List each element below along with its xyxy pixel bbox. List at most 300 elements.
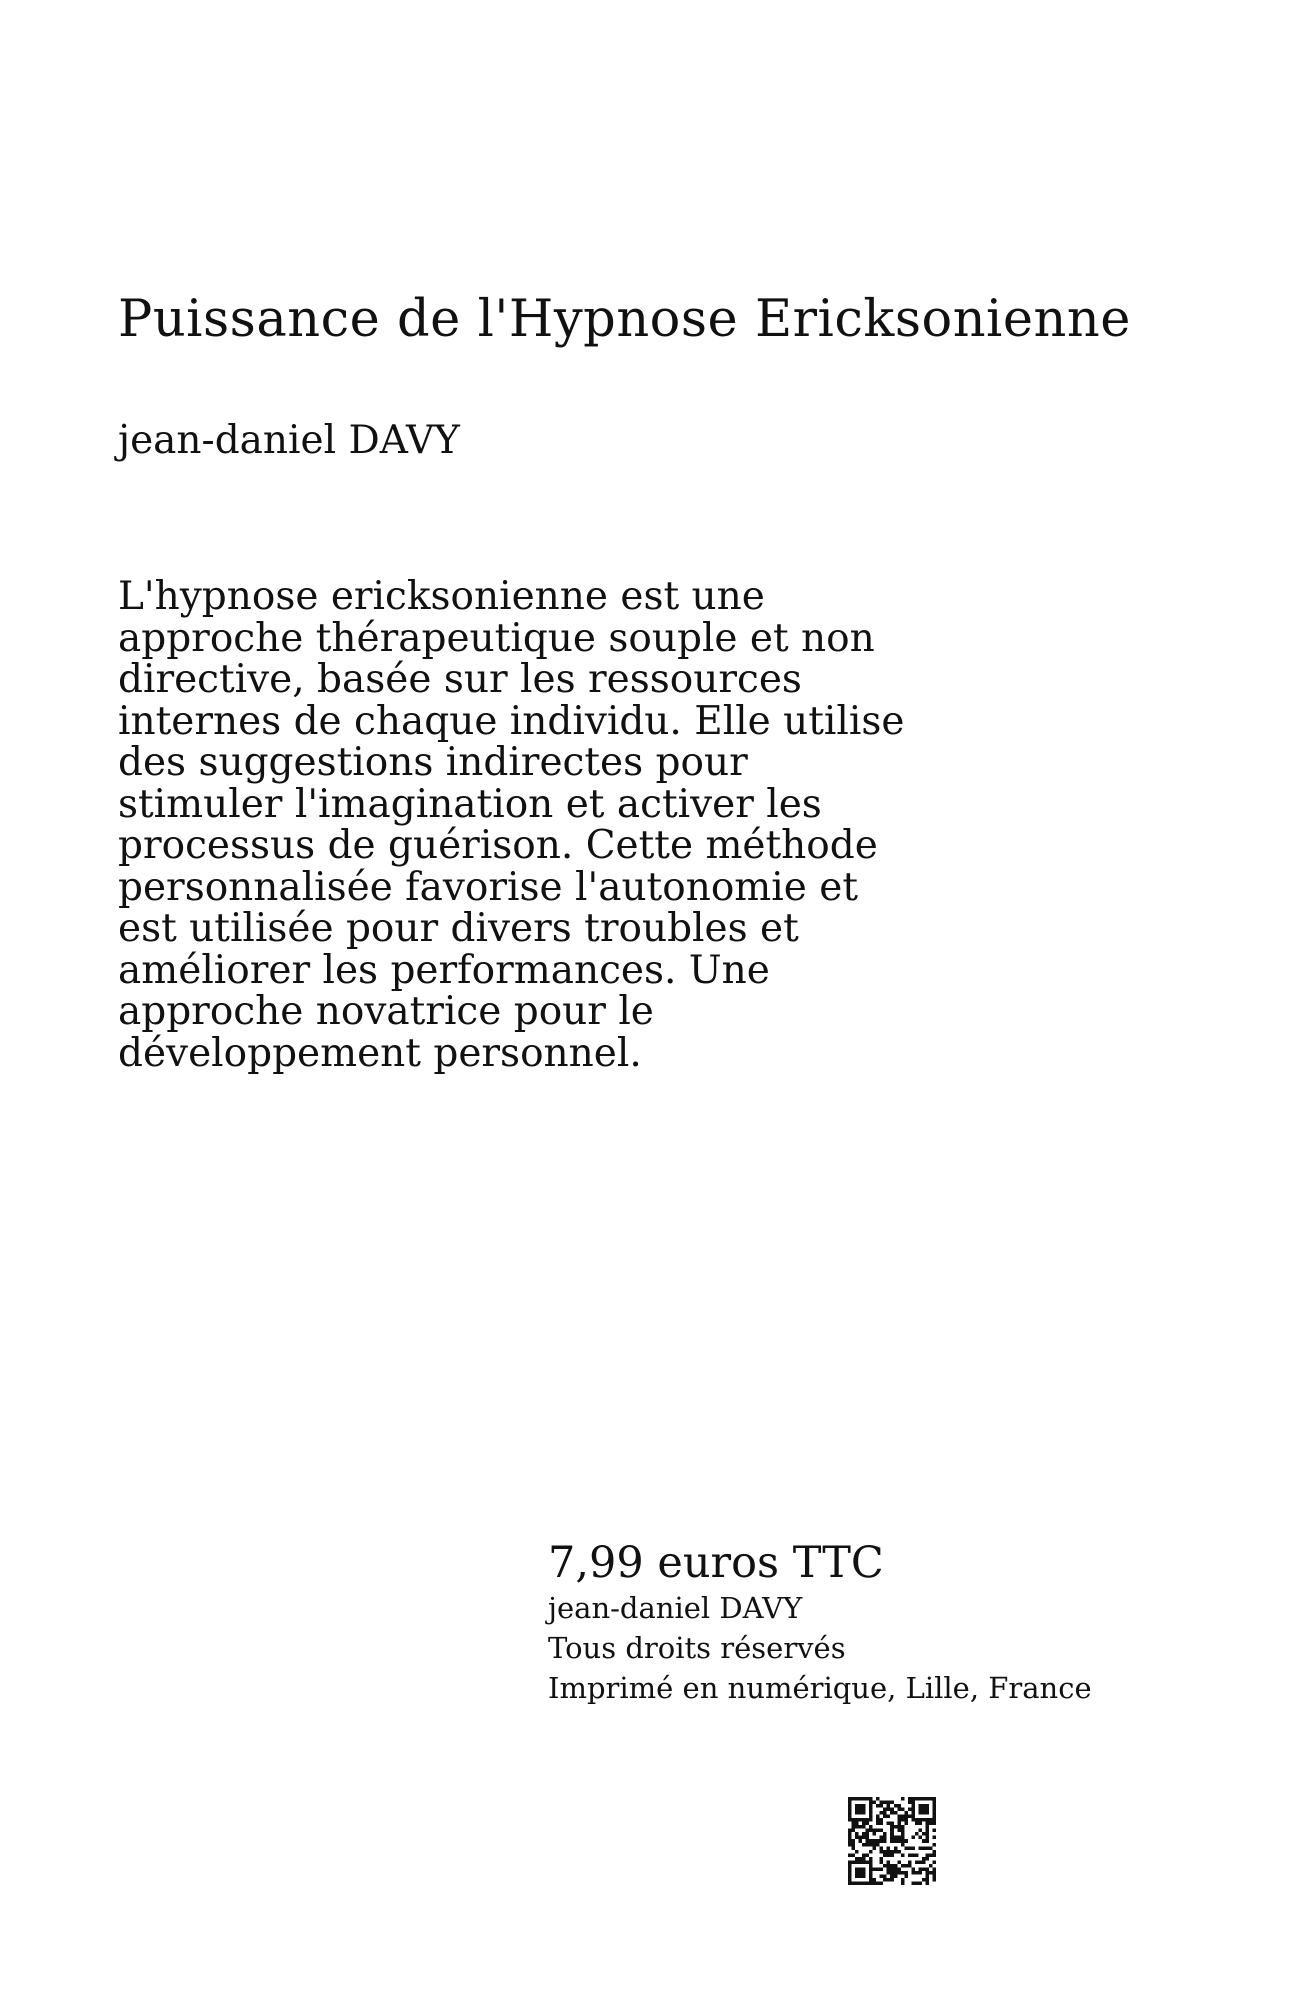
qr-module — [880, 1850, 884, 1854]
qr-module — [848, 1815, 852, 1819]
qr-module — [848, 1878, 852, 1882]
qr-module — [894, 1846, 898, 1850]
qr-module — [901, 1829, 905, 1833]
qr-module — [883, 1811, 887, 1815]
qr-module — [880, 1829, 884, 1833]
qr-module — [932, 1811, 936, 1815]
qr-module — [855, 1797, 859, 1801]
qr-module — [852, 1822, 856, 1826]
qr-module — [887, 1850, 891, 1854]
qr-module — [908, 1801, 912, 1805]
qr-module — [869, 1871, 873, 1875]
qr-module — [901, 1843, 905, 1847]
qr-module — [880, 1811, 884, 1815]
qr-module — [876, 1881, 880, 1885]
qr-module — [852, 1853, 856, 1857]
qr-module — [859, 1825, 863, 1829]
qr-module — [862, 1825, 866, 1829]
qr-module — [848, 1832, 852, 1836]
qr-module — [876, 1839, 880, 1843]
qr-module — [918, 1829, 922, 1833]
qr-module — [859, 1839, 863, 1843]
qr-module — [918, 1881, 922, 1885]
qr-module — [862, 1836, 866, 1840]
qr-module — [922, 1804, 926, 1808]
qr-module — [929, 1871, 933, 1875]
qr-module — [855, 1860, 859, 1864]
qr-module — [869, 1867, 873, 1871]
qr-module — [894, 1867, 898, 1871]
qr-module — [859, 1874, 863, 1878]
qr-module — [887, 1853, 891, 1857]
summary-line: personnalisée favorise l'autonomie et — [118, 864, 858, 910]
qr-module — [897, 1860, 901, 1864]
qr-module — [859, 1811, 863, 1815]
qr-module — [873, 1839, 877, 1843]
qr-module — [855, 1804, 859, 1808]
qr-module — [883, 1815, 887, 1819]
qr-module — [904, 1846, 908, 1850]
qr-module — [873, 1832, 877, 1836]
qr-module — [904, 1864, 908, 1868]
qr-module — [855, 1822, 859, 1826]
qr-module — [897, 1829, 901, 1833]
qr-module — [901, 1808, 905, 1812]
qr-module — [869, 1864, 873, 1868]
qr-module — [932, 1871, 936, 1875]
qr-module — [887, 1878, 891, 1882]
qr-module — [873, 1878, 877, 1882]
qr-module — [915, 1818, 919, 1822]
qr-module — [855, 1808, 859, 1812]
qr-module — [904, 1839, 908, 1843]
qr-module — [932, 1804, 936, 1808]
qr-module — [897, 1825, 901, 1829]
qr-module — [897, 1839, 901, 1843]
qr-module — [890, 1801, 894, 1805]
qr-module — [848, 1843, 852, 1847]
qr-module — [925, 1804, 929, 1808]
qr-module — [880, 1860, 884, 1864]
qr-module — [932, 1878, 936, 1882]
qr-module — [855, 1867, 859, 1871]
qr-module — [911, 1871, 915, 1875]
qr-module — [852, 1881, 856, 1885]
qr-module — [848, 1839, 852, 1843]
qr-module — [855, 1871, 859, 1875]
qr-module — [869, 1839, 873, 1843]
qr-module — [869, 1860, 873, 1864]
summary-line: internes de chaque individu. Elle utilise — [118, 698, 905, 744]
qr-module — [911, 1801, 915, 1805]
qr-module — [925, 1871, 929, 1875]
qr-module — [932, 1818, 936, 1822]
qr-module — [887, 1804, 891, 1808]
qr-module — [859, 1808, 863, 1812]
qr-module — [918, 1822, 922, 1826]
qr-module — [887, 1871, 891, 1875]
qr-module — [890, 1829, 894, 1833]
qr-module — [848, 1797, 852, 1801]
qr-module — [932, 1850, 936, 1854]
qr-module — [915, 1860, 919, 1864]
qr-module — [876, 1843, 880, 1847]
qr-module — [855, 1811, 859, 1815]
qr-module — [922, 1839, 926, 1843]
qr-module — [922, 1808, 926, 1812]
summary-line: améliorer les performances. Une — [118, 947, 770, 993]
qr-module — [890, 1864, 894, 1868]
qr-module — [862, 1808, 866, 1812]
qr-module — [925, 1825, 929, 1829]
qr-module — [925, 1808, 929, 1812]
qr-module — [855, 1857, 859, 1861]
qr-module — [897, 1822, 901, 1826]
qr-module — [848, 1801, 852, 1805]
qr-module — [859, 1867, 863, 1871]
qr-module — [869, 1874, 873, 1878]
qr-module — [904, 1818, 908, 1822]
qr-module — [925, 1829, 929, 1833]
qr-module — [911, 1853, 915, 1857]
summary-line: processus de guérison. Cette méthode — [118, 823, 878, 868]
qr-module — [876, 1829, 880, 1833]
qr-module — [873, 1881, 877, 1885]
qr-module — [925, 1853, 929, 1857]
qr-module — [862, 1871, 866, 1875]
qr-module — [848, 1867, 852, 1871]
qr-module — [897, 1808, 901, 1812]
qr-module — [932, 1867, 936, 1871]
qr-module — [908, 1864, 912, 1868]
qr-module — [887, 1860, 891, 1864]
qr-module — [915, 1797, 919, 1801]
qr-module — [897, 1850, 901, 1854]
qr-module — [848, 1853, 852, 1857]
qr-module — [880, 1881, 884, 1885]
qr-module — [869, 1850, 873, 1854]
qr-module — [869, 1797, 873, 1801]
qr-module — [866, 1818, 870, 1822]
qr-module — [915, 1832, 919, 1836]
qr-module — [869, 1829, 873, 1833]
qr-module — [911, 1818, 915, 1822]
qr-module — [869, 1804, 873, 1808]
qr-module — [866, 1843, 870, 1847]
qr-module — [887, 1801, 891, 1805]
imprint-block — [548, 1538, 1188, 1708]
qr-module — [862, 1811, 866, 1815]
qr-module — [876, 1818, 880, 1822]
qr-module — [929, 1818, 933, 1822]
qr-module — [873, 1846, 877, 1850]
qr-module — [855, 1874, 859, 1878]
summary-line: approche novatrice pour le — [118, 989, 654, 1034]
qr-module — [918, 1846, 922, 1850]
qr-module — [922, 1818, 926, 1822]
qr-module — [848, 1860, 852, 1864]
qr-module — [911, 1867, 915, 1871]
qr-module — [862, 1857, 866, 1861]
qr-module — [925, 1836, 929, 1840]
qr-module — [848, 1808, 852, 1812]
printing-notice: Imprimé en numérique, Lille, France — [548, 1671, 1092, 1705]
qr-module — [883, 1808, 887, 1812]
qr-module — [911, 1881, 915, 1885]
qr-module — [883, 1801, 887, 1805]
qr-module — [897, 1804, 901, 1808]
qr-module — [852, 1843, 856, 1847]
qr-module — [890, 1825, 894, 1829]
qr-module — [880, 1846, 884, 1850]
qr-module — [880, 1836, 884, 1840]
qr-module — [922, 1846, 926, 1850]
qr-module — [887, 1846, 891, 1850]
qr-module — [890, 1853, 894, 1857]
qr-module — [901, 1839, 905, 1843]
qr-module — [883, 1874, 887, 1878]
qr-module — [869, 1881, 873, 1885]
qr-module — [932, 1843, 936, 1847]
qr-module — [890, 1867, 894, 1871]
qr-module — [859, 1881, 863, 1885]
qr-module — [901, 1871, 905, 1875]
qr-module — [862, 1867, 866, 1871]
qr-module — [932, 1797, 936, 1801]
qr-module — [862, 1822, 866, 1826]
qr-module — [911, 1815, 915, 1819]
qr-module — [848, 1874, 852, 1878]
qr-module — [869, 1818, 873, 1822]
qr-module — [911, 1804, 915, 1808]
book-author: jean-daniel DAVY — [118, 418, 460, 463]
qr-module — [894, 1850, 898, 1854]
qr-module — [901, 1853, 905, 1857]
qr-module — [855, 1881, 859, 1885]
qr-module — [866, 1860, 870, 1864]
qr-module — [848, 1871, 852, 1875]
qr-module — [880, 1818, 884, 1822]
qr-module — [894, 1864, 898, 1868]
qr-module — [869, 1857, 873, 1861]
qr-code-icon — [848, 1797, 936, 1885]
qr-module — [922, 1811, 926, 1815]
qr-module — [880, 1804, 884, 1808]
qr-module — [883, 1850, 887, 1854]
qr-module — [904, 1811, 908, 1815]
qr-module — [918, 1818, 922, 1822]
qr-module — [918, 1808, 922, 1812]
qr-module — [876, 1867, 880, 1871]
qr-module — [866, 1822, 870, 1826]
qr-module — [901, 1818, 905, 1822]
qr-module — [855, 1832, 859, 1836]
qr-module — [894, 1839, 898, 1843]
book-title: Puissance de l'Hypnose Ericksonienne — [118, 290, 1131, 349]
qr-module — [901, 1836, 905, 1840]
qr-module — [901, 1797, 905, 1801]
qr-module — [925, 1832, 929, 1836]
qr-module — [894, 1836, 898, 1840]
qr-module — [904, 1874, 908, 1878]
qr-module — [862, 1860, 866, 1864]
qr-module — [866, 1836, 870, 1840]
qr-module — [866, 1829, 870, 1833]
qr-module — [848, 1804, 852, 1808]
qr-module — [852, 1818, 856, 1822]
qr-module — [925, 1839, 929, 1843]
qr-module — [887, 1864, 891, 1868]
qr-module — [862, 1832, 866, 1836]
qr-module — [918, 1811, 922, 1815]
qr-module — [925, 1818, 929, 1822]
qr-module — [852, 1846, 856, 1850]
qr-module — [922, 1832, 926, 1836]
qr-module — [890, 1871, 894, 1875]
qr-module — [911, 1811, 915, 1815]
qr-module — [890, 1850, 894, 1854]
qr-module — [862, 1853, 866, 1857]
qr-module — [859, 1818, 863, 1822]
qr-module — [866, 1853, 870, 1857]
qr-module — [894, 1825, 898, 1829]
summary-line: approche thérapeutique souple et non — [118, 615, 875, 661]
qr-module — [869, 1801, 873, 1805]
qr-module — [922, 1797, 926, 1801]
qr-module — [887, 1867, 891, 1871]
qr-code-graphic — [848, 1797, 936, 1885]
qr-module — [883, 1864, 887, 1868]
qr-module — [887, 1815, 891, 1819]
qr-module — [925, 1867, 929, 1871]
qr-module — [901, 1864, 905, 1868]
qr-module — [852, 1839, 856, 1843]
qr-module — [848, 1811, 852, 1815]
qr-module — [869, 1878, 873, 1882]
imprint-author: jean-daniel DAVY — [548, 1591, 803, 1625]
qr-module — [862, 1874, 866, 1878]
summary-line: L'hypnose ericksonienne est une — [118, 574, 765, 619]
qr-module — [862, 1881, 866, 1885]
qr-module — [925, 1797, 929, 1801]
qr-module — [932, 1808, 936, 1812]
rights-notice: Tous droits réservés — [548, 1631, 846, 1665]
qr-module — [852, 1825, 856, 1829]
qr-module — [894, 1871, 898, 1875]
qr-module — [901, 1815, 905, 1819]
qr-module — [848, 1864, 852, 1868]
qr-module — [922, 1857, 926, 1861]
qr-module — [880, 1857, 884, 1861]
qr-module — [932, 1829, 936, 1833]
qr-module — [929, 1822, 933, 1826]
qr-module — [929, 1846, 933, 1850]
qr-module — [925, 1878, 929, 1882]
qr-module — [932, 1822, 936, 1826]
qr-module — [890, 1836, 894, 1840]
qr-module — [883, 1839, 887, 1843]
qr-module — [869, 1825, 873, 1829]
qr-module — [855, 1818, 859, 1822]
qr-module — [894, 1811, 898, 1815]
qr-module — [925, 1846, 929, 1850]
qr-module — [859, 1836, 863, 1840]
qr-module — [887, 1808, 891, 1812]
qr-module — [925, 1822, 929, 1826]
qr-module — [897, 1818, 901, 1822]
qr-module — [876, 1804, 880, 1808]
qr-module — [911, 1836, 915, 1840]
price-label: 7,99 euros TTC — [548, 1538, 884, 1588]
qr-module — [932, 1874, 936, 1878]
qr-module — [908, 1797, 912, 1801]
qr-module — [883, 1878, 887, 1882]
qr-module — [918, 1804, 922, 1808]
qr-module — [859, 1860, 863, 1864]
qr-module — [901, 1881, 905, 1885]
qr-module — [918, 1867, 922, 1871]
qr-module — [866, 1839, 870, 1843]
summary-line: directive, basée sur les ressources — [118, 657, 802, 702]
qr-module — [908, 1853, 912, 1857]
qr-module — [873, 1867, 877, 1871]
qr-module — [897, 1867, 901, 1871]
qr-module — [901, 1832, 905, 1836]
qr-module — [929, 1853, 933, 1857]
qr-module — [852, 1797, 856, 1801]
qr-module — [925, 1811, 929, 1815]
qr-module — [869, 1815, 873, 1819]
qr-module — [929, 1797, 933, 1801]
qr-module — [890, 1874, 894, 1878]
qr-module — [880, 1801, 884, 1805]
qr-module — [866, 1832, 870, 1836]
summary-line: des suggestions indirectes pour — [118, 740, 748, 785]
qr-module — [848, 1881, 852, 1885]
qr-module — [859, 1857, 863, 1861]
qr-module — [932, 1801, 936, 1805]
qr-module — [932, 1836, 936, 1840]
qr-module — [915, 1822, 919, 1826]
qr-module — [911, 1808, 915, 1812]
qr-module — [918, 1871, 922, 1875]
qr-module — [908, 1860, 912, 1864]
qr-module — [890, 1811, 894, 1815]
qr-module — [859, 1804, 863, 1808]
qr-module — [925, 1857, 929, 1861]
qr-module — [855, 1850, 859, 1854]
qr-module — [904, 1815, 908, 1819]
qr-module — [887, 1822, 891, 1826]
qr-module — [925, 1874, 929, 1878]
qr-module — [915, 1871, 919, 1875]
qr-module — [904, 1871, 908, 1875]
qr-module — [925, 1881, 929, 1885]
qr-module — [901, 1825, 905, 1829]
qr-module — [883, 1836, 887, 1840]
qr-module — [922, 1867, 926, 1871]
qr-module — [883, 1853, 887, 1857]
qr-module — [890, 1822, 894, 1826]
qr-module — [918, 1836, 922, 1840]
qr-module — [932, 1860, 936, 1864]
qr-module — [855, 1836, 859, 1840]
qr-module — [873, 1801, 877, 1805]
qr-module — [848, 1818, 852, 1822]
summary-line: stimuler l'imagination et activer les — [118, 781, 822, 827]
qr-module — [848, 1836, 852, 1840]
qr-module — [855, 1825, 859, 1829]
